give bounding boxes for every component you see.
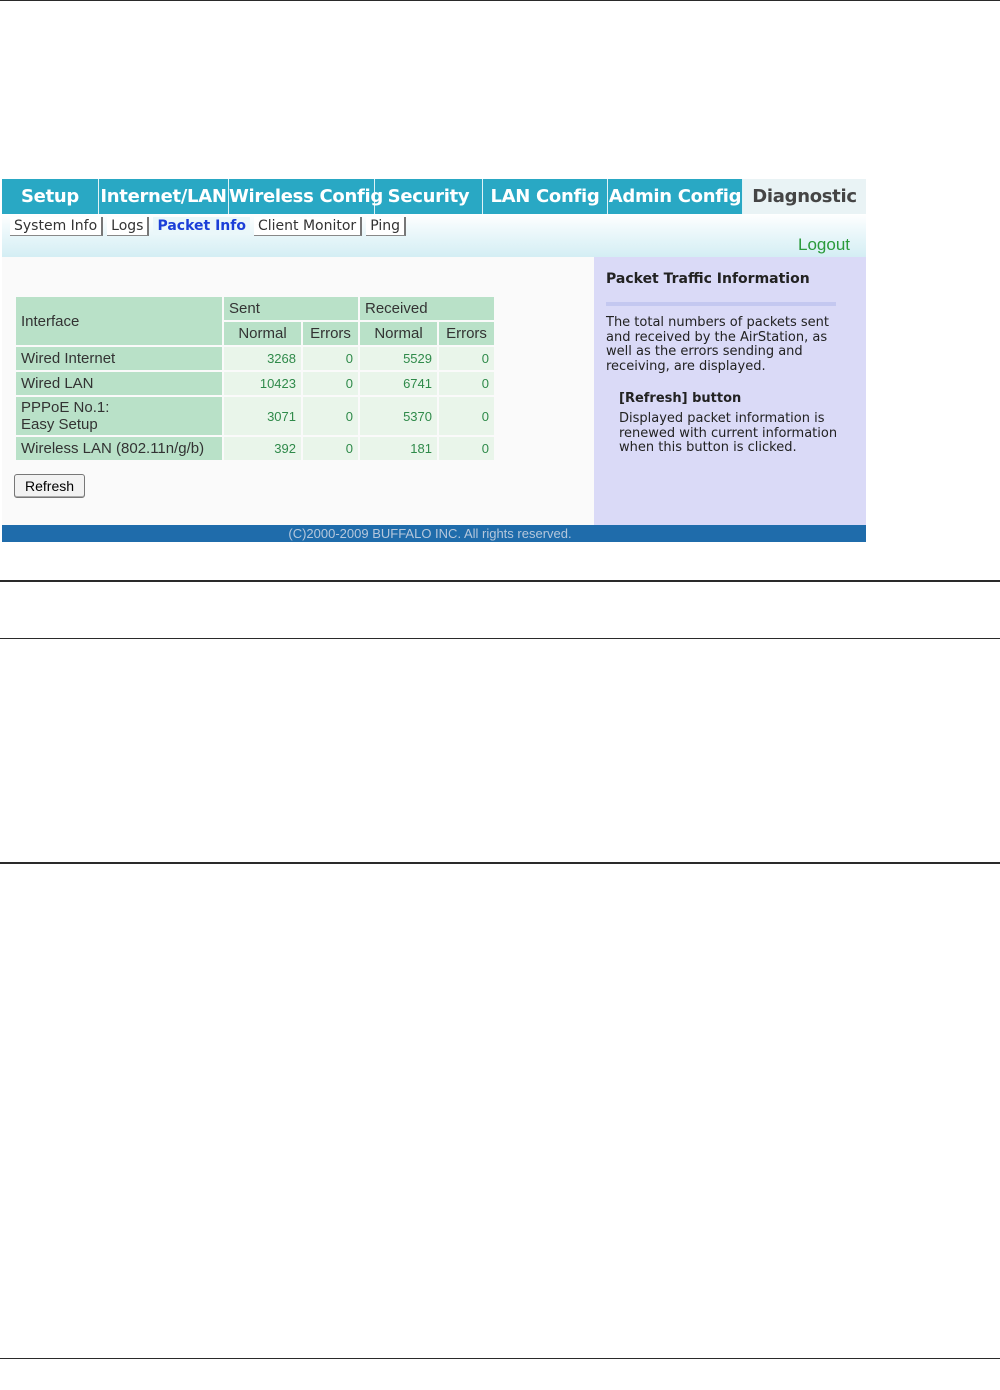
table-row (16, 437, 494, 460)
tab-internet-lan[interactable]: Internet/LAN (99, 179, 229, 214)
interface-name-line2: Easy Setup (21, 416, 98, 433)
table-row (16, 372, 494, 395)
tab-wireless-config[interactable]: Wireless Config (229, 179, 375, 214)
packet-info-table (14, 295, 496, 462)
sent-errors-header: Errors (303, 322, 358, 345)
sent-errors-value: 0 (303, 347, 358, 370)
main-content (2, 257, 594, 525)
received-normal-value: 5529 (360, 347, 437, 370)
received-errors-header: Errors (439, 322, 494, 345)
sent-errors-value: 0 (303, 372, 358, 395)
tab-admin-config[interactable]: Admin Config (608, 179, 743, 214)
received-errors-value: 0 (439, 372, 494, 395)
subtab-packet-info[interactable]: Packet Info (153, 217, 250, 235)
subtab-client-monitor[interactable]: Client Monitor (254, 217, 362, 236)
interface-name: Wired Internet (16, 347, 222, 370)
section-rule-3 (0, 862, 1000, 864)
received-normal-value: 5370 (360, 397, 437, 435)
copyright-footer (2, 525, 866, 542)
tab-diagnostic[interactable]: Diagnostic (743, 179, 866, 214)
received-errors-value: 0 (439, 397, 494, 435)
received-errors-value: 0 (439, 347, 494, 370)
subtab-ping[interactable]: Ping (366, 217, 406, 236)
received-normal-header: Normal (360, 322, 437, 345)
logout-link[interactable]: Logout (798, 235, 850, 254)
received-normal-value: 6741 (360, 372, 437, 395)
help-panel (594, 257, 866, 525)
tab-setup[interactable]: Setup (2, 179, 99, 214)
section-rule-2 (0, 638, 1000, 639)
page-top-rule (0, 0, 1000, 1)
sent-normal-value: 3071 (224, 397, 301, 435)
tab-security[interactable]: Security (375, 179, 483, 214)
subtab-logs[interactable]: Logs (107, 217, 149, 236)
sent-normal-value: 3268 (224, 347, 301, 370)
router-admin-screen (2, 179, 866, 542)
sent-normal-header: Normal (224, 322, 301, 345)
sent-normal-value: 10423 (224, 372, 301, 395)
interface-name-line1: PPPoE No.1: (21, 399, 110, 416)
table-row (16, 397, 494, 435)
sent-errors-value: 0 (303, 437, 358, 460)
received-header: Received (360, 297, 494, 320)
sent-errors-value: 0 (303, 397, 358, 435)
sub-tab-list (10, 217, 406, 236)
section-rule-4 (0, 1358, 1000, 1359)
main-tab-bar (2, 179, 866, 214)
help-divider (606, 302, 836, 306)
help-title: Packet Traffic Information (606, 271, 810, 287)
sent-normal-value: 392 (224, 437, 301, 460)
help-refresh-title: [Refresh] button (619, 391, 742, 406)
table-row (16, 347, 494, 370)
interface-name (16, 397, 222, 435)
sent-header: Sent (224, 297, 358, 320)
interface-name: Wireless LAN (802.11n/g/b) (16, 437, 222, 460)
received-normal-value: 181 (360, 437, 437, 460)
copyright-text: (C)2000-2009 BUFFALO INC. All rights reserved. (288, 526, 572, 541)
received-errors-value: 0 (439, 437, 494, 460)
sub-navigation-bar (2, 214, 866, 257)
section-rule-1 (0, 580, 1000, 582)
refresh-button[interactable]: Refresh (14, 474, 85, 498)
tab-lan-config[interactable]: LAN Config (483, 179, 608, 214)
table-header-row (16, 297, 494, 320)
help-refresh-description: Displayed packet information is renewed with current information when this button is clicked. (619, 411, 838, 455)
subtab-system-info[interactable]: System Info (10, 217, 103, 236)
interface-name: Wired LAN (16, 372, 222, 395)
interface-header: Interface (16, 297, 222, 345)
help-intro-text: The total numbers of packets sent and received by the AirStation, as well as the errors sending and receiving, are displayed. (606, 315, 830, 374)
